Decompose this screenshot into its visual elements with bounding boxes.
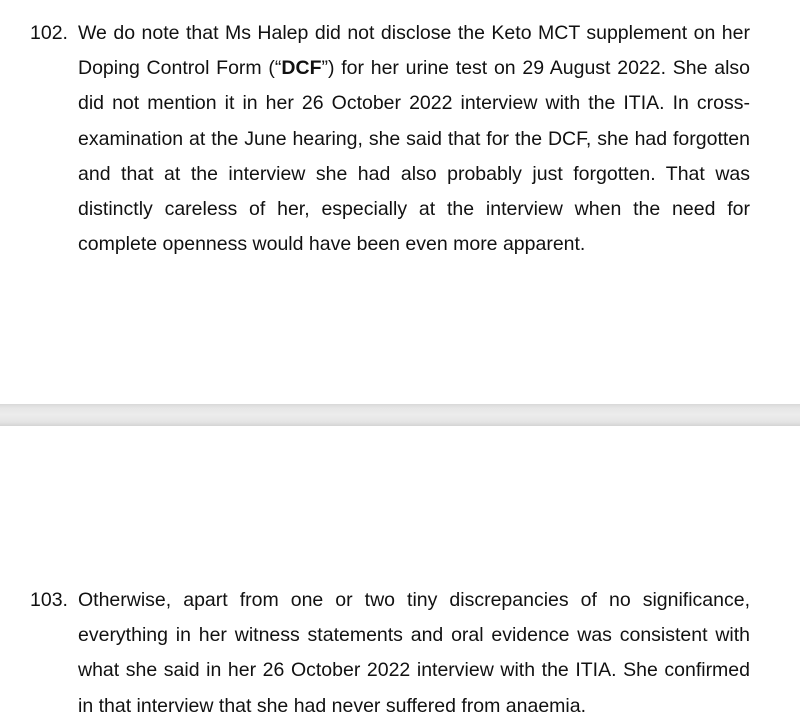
paragraph-line: distinctly careless of her, especially at the interview when the need for (78, 198, 750, 221)
paragraph-line: and that at the interview she had also probably just forgotten. That was (78, 162, 750, 185)
paragraph-102 (30, 16, 750, 262)
paragraph-line: examination at the June hearing, she said that for the DCF, she had forgotten (78, 127, 750, 150)
paragraph-line: complete openness would have been even more apparent. (78, 233, 586, 256)
paragraph-line (78, 51, 750, 86)
paragraph-line: what she said in her 26 October 2022 interview with the ITIA. She confirmed (78, 659, 750, 682)
defined-term-dcf: DCF (281, 57, 322, 80)
paragraph-number: 103. (30, 589, 68, 611)
document-page-bottom (0, 426, 800, 719)
paragraph-text: Doping Control Form (“ (78, 57, 282, 80)
paragraph-line: did not mention it in her 26 October 2022 interview with the ITIA. In cross- (78, 92, 750, 115)
paragraph-line: Otherwise, apart from one or two tiny discrepancies of no significance, (78, 589, 750, 611)
paragraph-line: in that interview that she had never suffered from anaemia. (78, 694, 587, 717)
paragraph-line: everything in her witness statements and oral evidence was consistent with (78, 624, 750, 647)
paragraph-103 (30, 583, 750, 719)
paragraph-number: 102. (30, 22, 68, 44)
paragraph-line: We do note that Ms Halep did not disclose the Keto MCT supplement on her (78, 22, 750, 44)
paragraph-text: ”) for her urine test on 29 August 2022. She also (321, 57, 751, 80)
page-separator (0, 404, 800, 426)
